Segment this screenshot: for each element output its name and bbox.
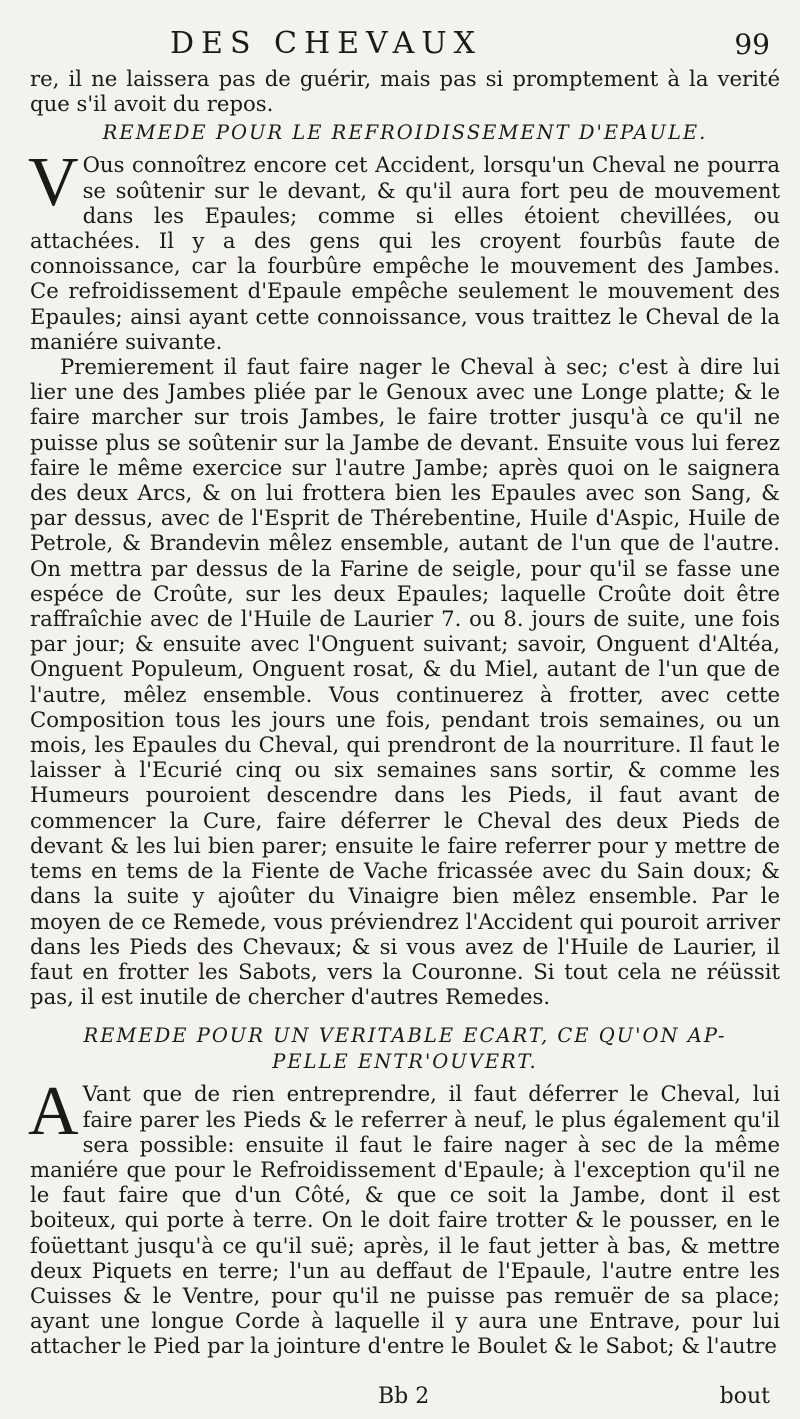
section1-paragraph-2: Premierement il faut faire nager le Cheval à sec; c'est à dire lui lier une des Jambes pliée par le Genoux avec une Longe platte; & le faire marcher sur trois Jambes, le faire trotter jusqu'à ce qu'il ne puisse plus se soûtenir sur la Jambe de devant. Ensuite vous lui ferez faire le même exercice sur l'autre Jambe; après quoi on le saignera des deux Arcs, & on lui frottera bien les Epaules avec son Sang, & par dessus, avec de l'Esprit de Thérebentine, Huile d'Aspic, Huile de Petrole, & Brandevin mêlez ensemble, autant de l'un que de l'autre. On mettra par dessus de la Farine de seigle, pour qu'il se fasse une espéce de Croûte, sur les deux Epaules; laquelle Croûte doit être raffraîchie avec de l'Huile de Laurier 7. ou 8. jours de suite, une fois par jour; & ensuite avec l'Onguent suivant; savoir, Onguent d'Altéa, Onguent Populeum, Onguent rosat, & du Miel, autant de l'un que de l'autre, mêlez ensemble. Vous continuerez à frotter, avec cette Composition tous les jours une fois, pendant trois semaines, ou un mois, les Epaules du Cheval, qui prendront de la nourriture. Il faut le laisser à l'Ecurié cinq ou six semaines sans sortir, & comme les Humeurs pouroient descendre dans les Pieds, il faut avant de commencer la Cure, faire déferrer le Cheval des deux Pieds de devant & les lui bien parer; ensuite le faire referrer pour y mettre de tems en tems de la Fiente de Vache fricassée avec du Sain doux; & dans la suite y ajoûter du Vinaigre bien mêlez ensemble. Par le moyen de ce Remede, vous préviendrez l'Accident qui pouroit arriver dans les Pieds des Chevaux; & si vous avez de l'Huile de Laurier, il faut en frotter les Sabots, vers la Couronne. Si tout cela ne réüssit pas, il est inutile de chercher d'autres Remedes. <box>30 354 780 1010</box>
section-title-ecart-line1: REMEDE POUR UN VERITABLE ECART, CE QU'ON AP- <box>83 1024 727 1048</box>
section-title-refroidissement: REMEDE POUR LE REFROIDISSEMENT D'EPAULE. <box>102 121 708 145</box>
catchword: bout <box>719 1384 770 1409</box>
section-title-ecart <box>30 1023 780 1075</box>
section2-paragraph-1 <box>28 1073 780 1359</box>
signature-mark: Bb 2 <box>378 1384 430 1409</box>
running-title: DES CHEVAUX <box>170 26 482 61</box>
page-footer <box>0 1384 800 1414</box>
carryover-paragraph: re, il ne laissera pas de guérir, mais pas si promptement à la verité que s'il avoit du repos. <box>30 66 780 117</box>
section1-paragraph-1 <box>28 144 780 354</box>
body-text <box>30 66 780 1359</box>
section-title-ecart-line2: PELLE ENTR'OUVERT. <box>272 1050 538 1074</box>
page-number: 99 <box>734 28 770 61</box>
section1-paragraph-1-text: Ous connoîtrez encore cet Accident, lorsqu'un Cheval ne pourra se soûtenir sur le devant, & qu'il aura fort peu de mouvement dans les Epaules; comme si elles étoient chevillées, ou attachées. Il y a des gens qui les croyent fourbûs faute de connoissance, car la fourbûre empêche le mouvement des Jambes. Ce refroidissement d'Epaule empêche seulement le mouvement des Epaules; ainsi ayant cette connoissance, vous traittez le Cheval de la maniére suivante. <box>30 152 780 354</box>
drop-cap-a: A <box>28 1073 79 1151</box>
drop-cap-v: V <box>28 144 79 222</box>
page-header <box>0 22 800 62</box>
section2-paragraph-1-text: Vant que de rien entreprendre, il faut déferrer le Cheval, lui faire parer les Pieds & le referrer à neuf, le plus également qu'il sera possible: ensuite il faut le faire nager à sec de la même maniére que pour le Refroidissement d'Epaule; à l'exception qu'il ne le faut faire que d'un Côté, & que ce soit la Jambe, dont il est boiteux, qui porte à terre. On le doit faire trotter & le pousser, en le foüettant jusqu'à ce qu'il suë; après, il le faut jetter à bas, & mettre deux Piquets en terre; l'un au deffaut de l'Epaule, l'autre entre les Cuisses & le Ventre, pour qu'il ne puisse pas remuër de sa place; ayant une longue Corde à laquelle il y aura une Entrave, pour lui attacher le Pied par la jointure d'entre le Boulet & le Sabot; & l'autre <box>30 1081 780 1359</box>
